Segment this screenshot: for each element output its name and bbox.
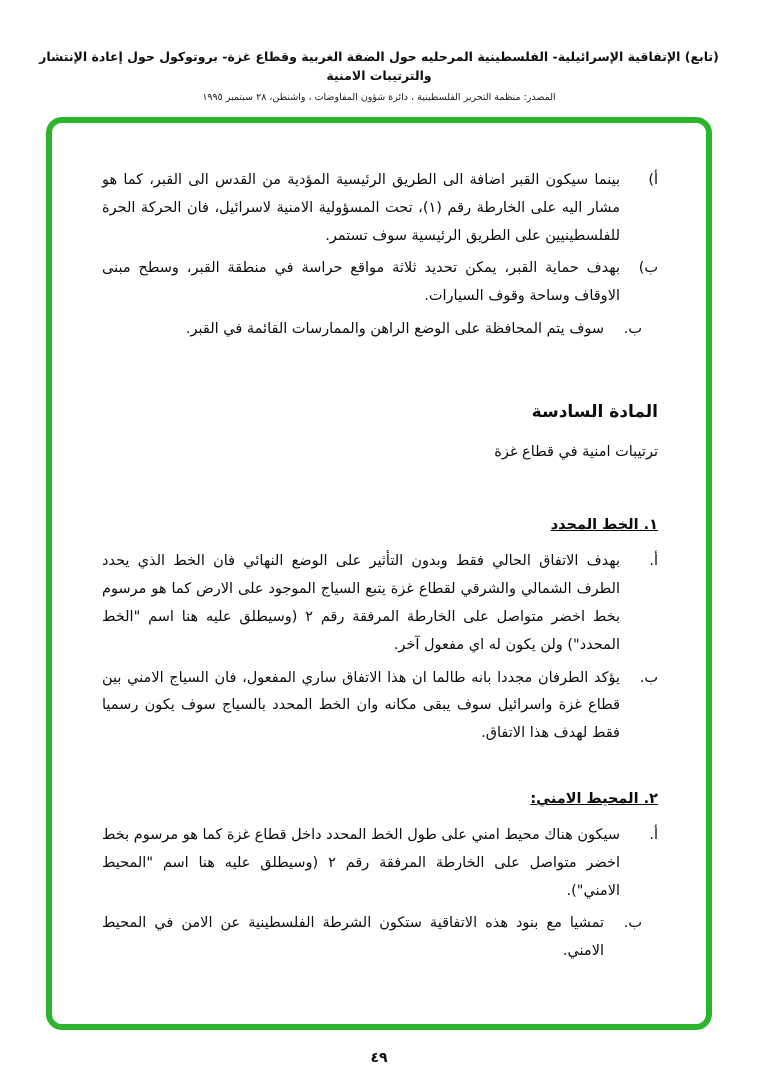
clause-a <box>102 167 658 250</box>
section-2-title: ٢. المحيط الامني: <box>530 791 658 808</box>
section-2-item-b <box>102 910 658 966</box>
item-text: سيكون هناك محيط امني على طول الخط المحدد داخل قطاع غزة كما هو مرسوم بخط اخضر متواصل على الخارطة المرفقة رقم ٢ (وسيطلق عليه هنا اسم "المحيط الامني"). <box>102 826 620 899</box>
clause-marker: ب. <box>623 321 642 338</box>
section-1-item-b <box>102 665 658 748</box>
article-heading: المادة السادسة <box>531 401 658 422</box>
document-header <box>0 48 758 103</box>
article-subheading: ترتيبات امنية في قطاع غزة <box>494 443 658 460</box>
item-text: تمشيا مع بنود هذه الاتفاقية ستكون الشرطة الفلسطينية عن الامن في المحيط الامني. <box>102 915 604 960</box>
item-marker: أ. <box>649 826 658 843</box>
green-highlight-frame <box>46 117 712 1030</box>
item-marker: ب. <box>623 915 642 932</box>
item-marker: ب. <box>639 669 658 686</box>
item-text: يؤكد الطرفان مجددا بانه طالما ان هذا الاتفاق ساري المفعول، فان السياج الامني بين قطاع غزة واسرائيل سوف يبقى مكانه وان الخط المحدد بالسياج سوف يكون رسميا فقط لهدف هذا الاتفاق. <box>102 669 620 742</box>
page-number: ٤٩ <box>370 1050 388 1066</box>
section-2-item-a <box>102 822 658 905</box>
document-source-line: المصدر: منظمة التحرير الفلسطينية ، دائرة شؤون المفاوضات ، واشنطن، ٢٨ سبتمبر ١٩٩٥ <box>202 91 556 103</box>
clause-text: بهدف حماية القبر، يمكن تحديد ثلاثة مواقع حراسة في منطقة القبر، وسطح مبنى الاوقاف وساحة وقوف السيارات. <box>102 260 620 305</box>
clause-text: بينما سيكون القبر اضافة الى الطريق الرئيسية المؤدية من القدس الى القبر، كما هو مشار اليه على الخارطة رقم (١)، تحت المسؤولية الامنية لاسرائيل، فان الحركة الحرة للفلسطينيين على الطريق الرئيسية سوف تستمر. <box>102 172 620 244</box>
document-title: (تابع) الإتفاقية الإسرائيلية- الفلسطينية المرحليه حول الضفة الغربية وقطاع غزة- بروتوكول حول إعادة الإنتشار والترتيبات الامنية <box>39 49 719 83</box>
section-1-item-a <box>102 548 658 659</box>
clause-marker: ب) <box>638 260 658 277</box>
clause-b2 <box>102 316 658 344</box>
item-marker: أ. <box>649 553 658 570</box>
document-body <box>102 167 658 966</box>
clause-text: سوف يتم المحافظة على الوضع الراهن والممارسات القائمة في القبر. <box>185 321 604 338</box>
clause-b <box>102 255 658 311</box>
section-1-title: ١. الخط المحدد <box>550 517 658 534</box>
item-text: بهدف الاتفاق الحالي فقط وبدون التأثير على الوضع النهائي فان الخط الذي يحدد الطرف الشمالي والشرقي لقطاع غزة يتبع السياج الموجود على الارض كما هو مرسوم بخط اخضر متواصل على الخارطة المرفقة رقم ٢ (وسيطلق عليه هنا اسم "الخط المحدد") ولن يكون له اي مفعول آخر. <box>102 553 620 653</box>
clause-marker: أ) <box>648 172 658 188</box>
